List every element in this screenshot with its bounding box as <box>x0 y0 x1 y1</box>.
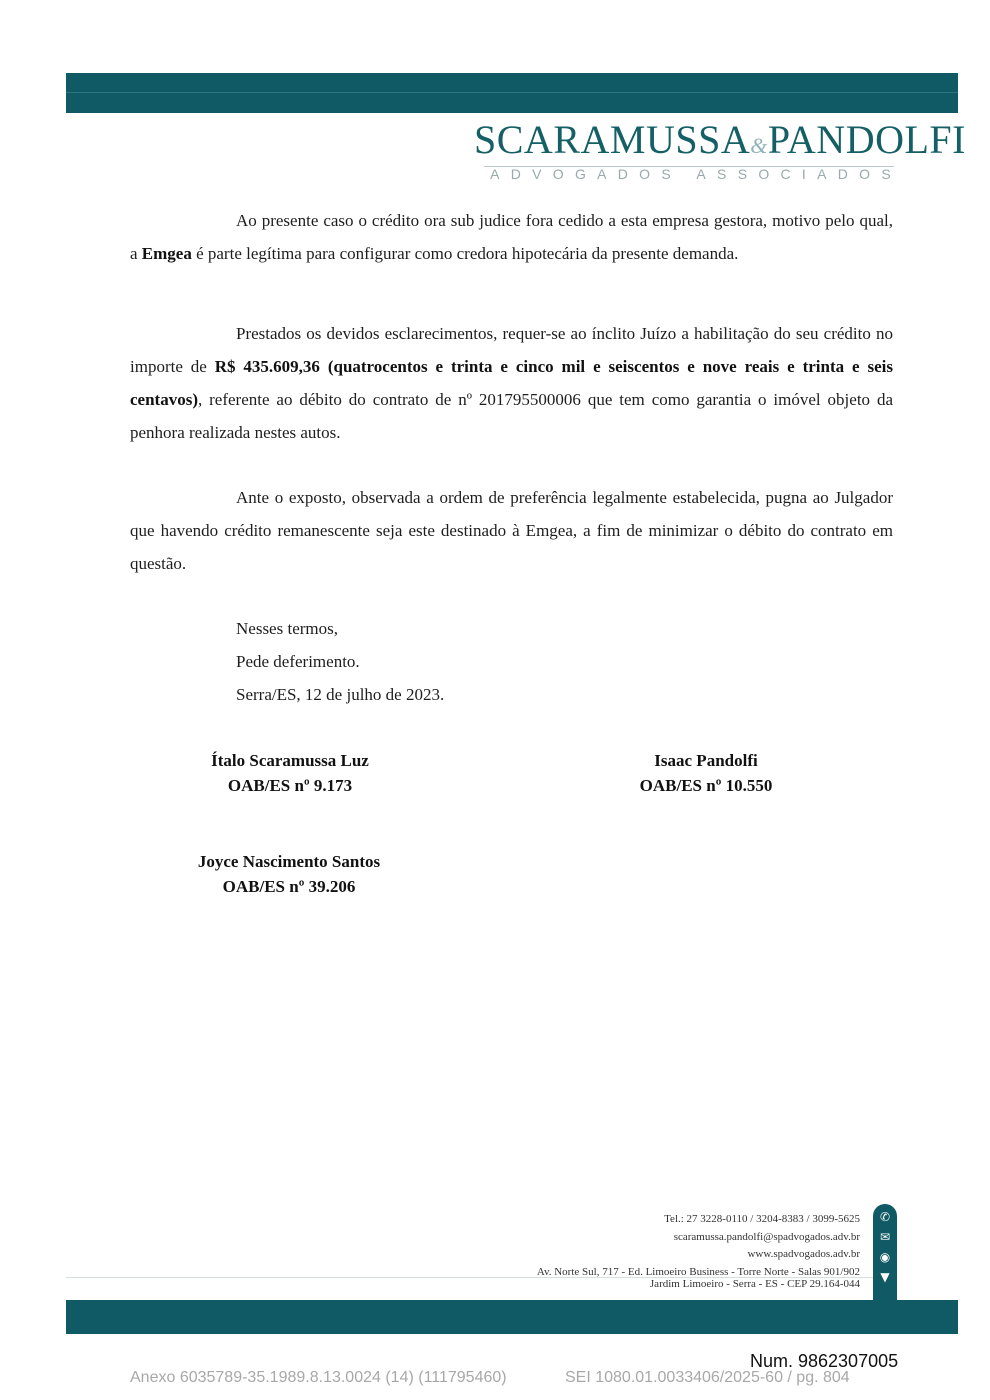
document-number: Num. 9862307005 <box>750 1351 899 1371</box>
closing-block <box>236 612 444 711</box>
signature-italo <box>170 748 410 798</box>
mail-icon: ✉ <box>879 1230 891 1244</box>
closing-line: Pede deferimento. <box>236 652 360 671</box>
signer-name: Ítalo Scaramussa Luz <box>211 751 369 770</box>
logo-subtitle: ADVOGADOS ASSOCIADOS <box>490 166 902 182</box>
phone-icon: ✆ <box>879 1210 891 1224</box>
anexo-reference: Anexo 6035789-35.1989.8.13.0024 (14) (111795460) <box>130 1369 507 1386</box>
footer-divider <box>66 1277 873 1278</box>
location-pin-icon: ▼ <box>880 1270 890 1284</box>
signer-oab: OAB/ES nº 39.206 <box>222 877 356 896</box>
paragraph-1: Ao presente caso o crédito ora sub judice fora cedido a esta empresa gestora, motivo pelo qual, a Emgea é parte legítima para configurar como credora hipotecária da presente demanda. <box>130 211 893 263</box>
signature-isaac <box>596 748 816 798</box>
paragraph-2: Prestados os devidos esclarecimentos, requer-se ao ínclito Juízo a habilitação do seu crédito no importe de R$ 435.609,36 (quatrocentos e trinta e cinco mil e seiscentos e nove reais e trinta e seis centavos), referente ao débito do contrato de nº 201795500006 que tem como garantia o imóvel objeto da penhora realizada nestes autos. <box>130 324 893 442</box>
globe-icon: ◉ <box>879 1250 891 1264</box>
logo-name: SCARAMUSSA&PANDOLFI <box>474 117 966 162</box>
footer-address-1: Av. Norte Sul, 717 - Ed. Limoeiro Business - Torre Norte - Salas 901/902 <box>536 1265 860 1278</box>
firm-logo <box>474 117 966 182</box>
sei-reference: SEI 1080.01.0033406/2025-60 / pg. 804 <box>565 1369 850 1386</box>
signer-name: Isaac Pandolfi <box>654 751 758 770</box>
footer-email: scaramussa.pandolfi@spadvogados.adv.br <box>673 1230 860 1243</box>
contact-icons <box>873 1204 897 1300</box>
footer-bar <box>66 1300 958 1334</box>
signer-name: Joyce Nascimento Santos <box>197 852 381 871</box>
footer-contact <box>537 1211 860 1294</box>
header-bar <box>66 73 958 113</box>
signer-oab: OAB/ES nº 9.173 <box>227 776 353 795</box>
signature-joyce <box>169 849 409 899</box>
footer-phone: Tel.: 27 3228-0110 / 3204-8383 / 3099-5625 <box>664 1213 860 1225</box>
footer-address-2: Jardim Limoeiro - Serra - ES - CEP 29.164-044 <box>649 1278 860 1290</box>
closing-date: Serra/ES, 12 de julho de 2023. <box>236 685 445 704</box>
closing-line: Nesses termos, <box>236 619 338 638</box>
signer-oab: OAB/ES nº 10.550 <box>639 776 773 795</box>
paragraph-3: Ante o exposto, observada a ordem de preferência legalmente estabelecida, pugna ao Julgador que havendo crédito remanescente seja este destinado à Emgea, a fim de minimizar o débito do contrato em questão. <box>130 488 893 573</box>
footer-website: www.spadvogados.adv.br <box>747 1248 860 1260</box>
